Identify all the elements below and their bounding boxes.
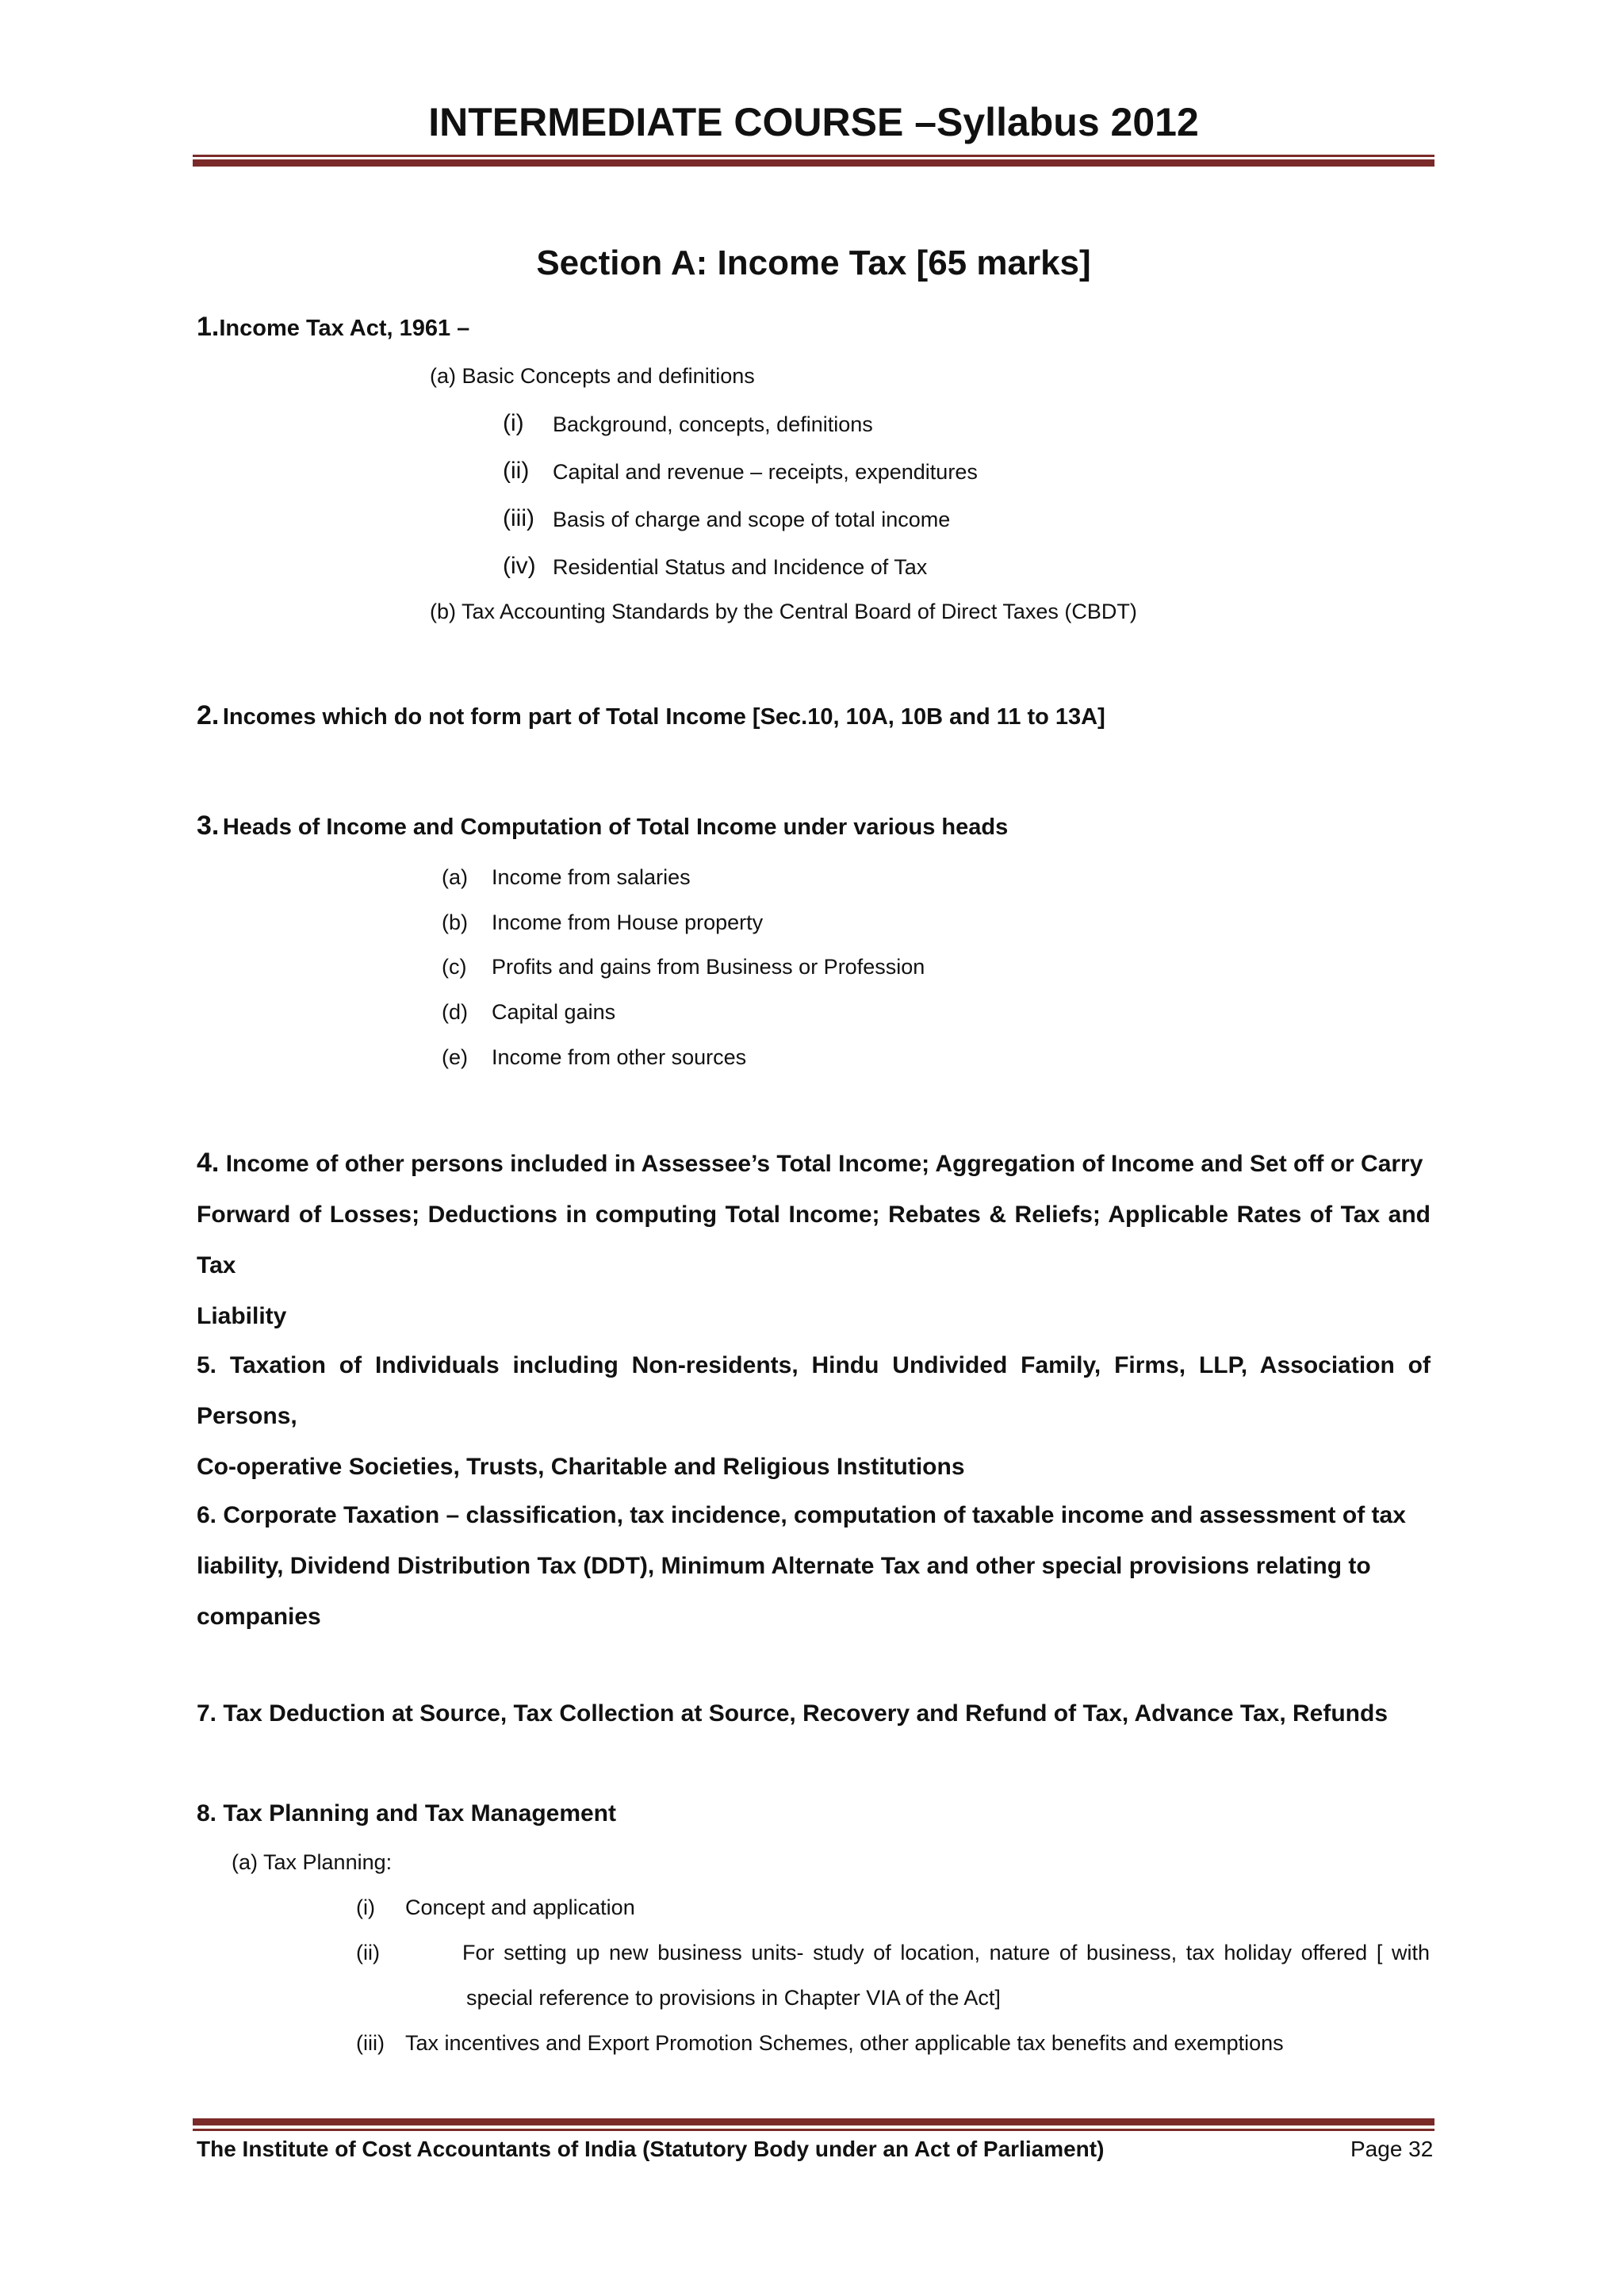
item-7-heading: 7. Tax Deduction at Source, Tax Collection at Source, Recovery and Refund of Tax, Advance Tax, Refunds bbox=[197, 1700, 1388, 1727]
item-8-sub-text: Tax incentives and Export Promotion Schemes, other applicable tax benefits and exemptions bbox=[405, 2031, 1284, 2055]
item-4-paragraph bbox=[197, 1137, 1431, 1342]
item-1-sub-text: Background, concepts, definitions bbox=[553, 412, 873, 436]
item-3-sub-text: Income from salaries bbox=[492, 865, 691, 889]
footer-institute: The Institute of Cost Accountants of India (Statutory Body under an Act of Parliament) bbox=[197, 2137, 1105, 2161]
footer-rule-thick bbox=[193, 2118, 1434, 2125]
item-1-heading bbox=[197, 312, 469, 343]
item-3-sub-text: Income from House property bbox=[492, 910, 764, 934]
item-1-b-label: (b) Tax Accounting Standards by the Central Board of Direct Taxes (CBDT) bbox=[430, 600, 1137, 623]
item-3-sub-num: (d) bbox=[442, 1000, 468, 1024]
item-1-a-label: (a) Basic Concepts and definitions bbox=[430, 364, 755, 388]
item-1-sub-text: Basis of charge and scope of total income bbox=[553, 508, 951, 531]
item-2-heading-text: Incomes which do not form part of Total Income [Sec.10, 10A, 10B and 11 to 13A] bbox=[222, 704, 1105, 730]
item-3-sub-num: (b) bbox=[442, 910, 468, 934]
item-4-line-1: Income of other persons included in Assessee’s Total Income; Aggregation of Income and Set off or Carry bbox=[225, 1151, 1423, 1177]
item-8-sub-num: (ii) bbox=[356, 1941, 380, 1964]
item-8-sub-text: Concept and application bbox=[405, 1895, 635, 1919]
item-8-sub-num: (iii) bbox=[356, 2031, 385, 2055]
item-5-paragraph bbox=[197, 1340, 1431, 1493]
item-3-heading-text: Heads of Income and Computation of Total Income under various heads bbox=[222, 815, 1009, 840]
item-4-line-2: Forward of Losses; Deductions in computing Total Income; Rebates & Reliefs; Applicable Rates of Tax and Tax bbox=[197, 1202, 1431, 1278]
item-8-sub-text-line-1: For setting up new business units- study of location, nature of business, tax holiday offered [ with bbox=[462, 1941, 1430, 1964]
item-2-heading bbox=[197, 700, 1105, 731]
item-3-sub-text: Capital gains bbox=[492, 1000, 616, 1024]
header-rule-thick bbox=[193, 159, 1434, 167]
footer-page-number: Page 32 bbox=[1350, 2137, 1434, 2161]
item-3-heading bbox=[197, 811, 1008, 841]
header-rule-thin bbox=[193, 155, 1434, 157]
item-5-line-1: 5. Taxation of Individuals including Non-residents, Hindu Undivided Family, Firms, LLP, Association of Persons, bbox=[197, 1352, 1431, 1429]
item-6-paragraph bbox=[197, 1490, 1431, 1642]
item-8-heading: 8. Tax Planning and Tax Management bbox=[197, 1800, 616, 1826]
item-1-sub-text: Capital and revenue – receipts, expenditures bbox=[553, 460, 978, 484]
section-title: Section A: Income Tax [65 marks] bbox=[536, 243, 1091, 282]
item-4-number: 4. bbox=[197, 1148, 220, 1178]
item-1-sub-num: (i) bbox=[503, 410, 524, 436]
item-8-sub-num: (i) bbox=[356, 1895, 375, 1919]
item-1-sub-num: (iv) bbox=[503, 553, 536, 579]
item-2-number: 2. bbox=[197, 700, 220, 730]
item-1-heading-text: Income Tax Act, 1961 – bbox=[219, 316, 470, 341]
item-6-line-3: companies bbox=[197, 1604, 321, 1630]
item-3-sub-text: Profits and gains from Business or Profession bbox=[492, 955, 925, 979]
item-1-sub-num: (ii) bbox=[503, 458, 530, 484]
item-4-line bbox=[197, 1137, 1431, 1190]
item-3-sub-num: (c) bbox=[442, 955, 467, 979]
header-title: INTERMEDIATE COURSE –Syllabus 2012 bbox=[428, 100, 1199, 144]
item-3-sub-num: (a) bbox=[442, 865, 468, 889]
item-1-sub-text: Residential Status and Incidence of Tax bbox=[553, 555, 928, 579]
footer-rule-thin bbox=[193, 2129, 1434, 2131]
item-3-number: 3. bbox=[197, 811, 220, 841]
item-1-sub-num: (iii) bbox=[503, 505, 534, 531]
item-6-line-2: liability, Dividend Distribution Tax (DDT), Minimum Alternate Tax and other special provisions relating to bbox=[197, 1553, 1371, 1579]
item-1-number: 1. bbox=[197, 312, 220, 342]
item-3-sub-num: (e) bbox=[442, 1045, 468, 1069]
item-5-line-2: Co-operative Societies, Trusts, Charitable and Religious Institutions bbox=[197, 1454, 965, 1480]
item-4-line-3: Liability bbox=[197, 1303, 287, 1329]
item-8-sub-text-line-2: special reference to provisions in Chapter VIA of the Act] bbox=[466, 1986, 1001, 2010]
item-8-a-label: (a) Tax Planning: bbox=[232, 1850, 393, 1874]
item-6-line-1: 6. Corporate Taxation – classification, tax incidence, computation of taxable income and assessment of tax bbox=[197, 1502, 1406, 1528]
item-3-sub-text: Income from other sources bbox=[492, 1045, 747, 1069]
